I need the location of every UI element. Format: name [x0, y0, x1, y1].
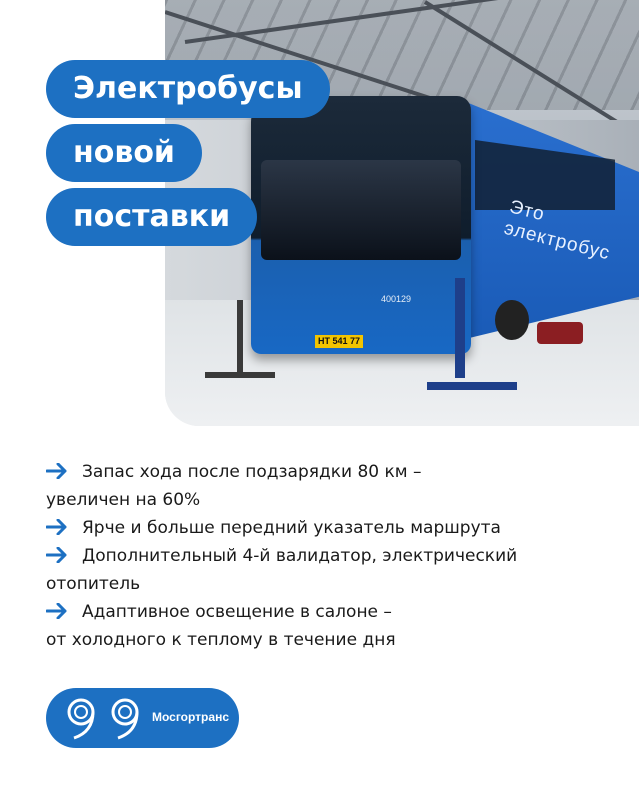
logo-text: Мосгортранс: [152, 710, 229, 724]
feature-text-continued: увеличен на 60%: [46, 490, 201, 510]
feature-item: [46, 458, 626, 514]
feature-text: Ярче и больше передний указатель маршрута: [82, 518, 501, 538]
red-jack: [537, 322, 583, 344]
bus-lift-base: [427, 382, 517, 390]
arrow-right-icon: [46, 463, 68, 479]
arrow-right-icon: [46, 519, 68, 535]
feature-item: [46, 514, 626, 542]
bus-lift-left: [237, 300, 243, 372]
bus-windshield: [261, 160, 461, 260]
feature-text: Адаптивное освещение в салоне –: [82, 602, 392, 622]
feature-item: [46, 598, 626, 654]
bus-wheel: [495, 300, 529, 340]
feature-item: [46, 542, 626, 598]
bus-number: 400129: [381, 294, 412, 304]
bus-side-text: Это электробус: [501, 196, 613, 265]
feature-text: Дополнительный 4-й валидатор, электрический: [82, 546, 518, 566]
arrow-right-icon: [46, 547, 68, 563]
license-plate: НТ 541 77: [315, 335, 363, 348]
feature-text-continued: отопитель: [46, 574, 141, 594]
bus-lift-left-base: [205, 372, 275, 378]
title-line-1: Электробусы: [46, 60, 330, 118]
arrow-right-icon: [46, 603, 68, 619]
route-99-icon: [104, 696, 146, 740]
mosgortrans-logo: [46, 688, 239, 748]
title-line-3: поставки: [46, 188, 257, 246]
feature-text-continued: от холодного к теплому в течение дня: [46, 630, 396, 650]
feature-text: Запас хода после подзарядки 80 км –: [82, 462, 422, 482]
title-line-2: новой: [46, 124, 202, 182]
bus-lift-jack: [455, 278, 465, 378]
feature-list: [46, 458, 626, 654]
route-99-icon: [60, 696, 102, 740]
